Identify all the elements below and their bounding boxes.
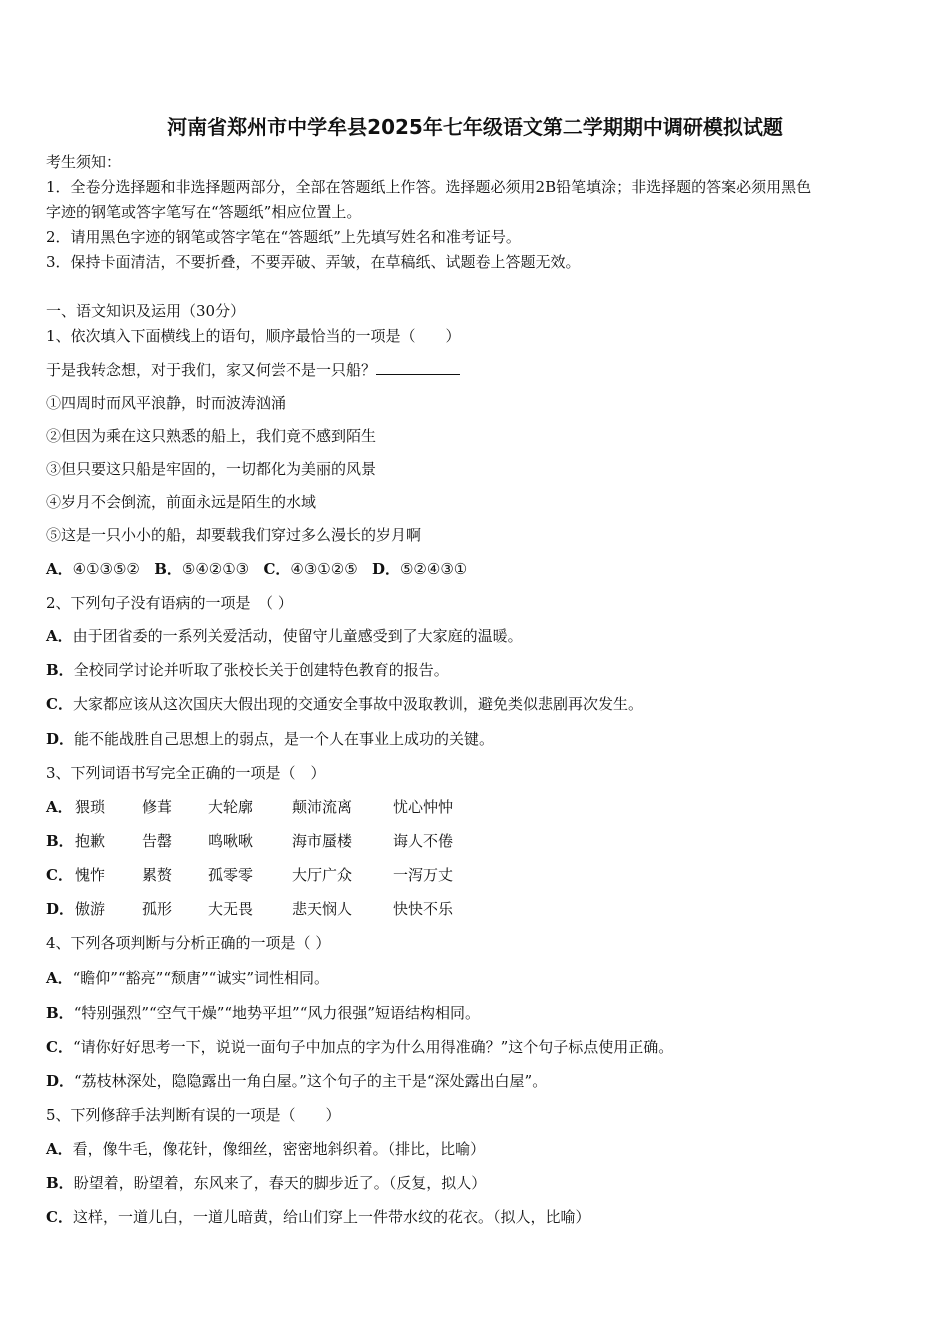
q1-sentence <box>46 360 460 380</box>
q2-option-d <box>46 729 494 749</box>
notice-heading: 考生须知： <box>46 153 122 171</box>
page-title: 河南省郑州市中学牟县2025年七年级语文第二学期期中调研模拟试题 <box>167 115 783 139</box>
q1-stem: 1、依次填入下面横线上的语句，顺序最恰当的一项是（ ） <box>46 327 461 345</box>
notice-item-2: 2．请用黑色字迹的钢笔或答字笔在“答题纸”上先填写姓名和准考证号。 <box>46 228 521 246</box>
q3-row-label: A． <box>46 798 73 816</box>
q1-options <box>46 559 467 579</box>
q3-word: 孤形 <box>142 900 173 918</box>
q3-word: 忧心忡忡 <box>393 798 454 816</box>
q3-word: 累赘 <box>142 866 173 884</box>
q3-word: 一泻万丈 <box>393 866 454 884</box>
q5-option-c <box>46 1207 590 1227</box>
q1-statement-1: ①四周时而风平浪静，时而波涛汹涌 <box>46 394 287 412</box>
notice-item-1-cont: 字迹的钢笔或答字笔写在“答题纸”相应位置上。 <box>46 203 362 221</box>
q1-option-a-label: A． <box>46 560 73 578</box>
q2-option-a-label: A． <box>46 627 73 645</box>
q5-option-c-label: C． <box>46 1208 73 1226</box>
q5-option-b-label: B． <box>46 1174 74 1192</box>
q4-option-d-label: D． <box>46 1072 75 1090</box>
q5-option-b <box>46 1173 486 1193</box>
q5-option-a <box>46 1139 485 1159</box>
q1-option-b: ⑤④②①③ <box>181 560 250 578</box>
q3-word: 大轮廓 <box>208 798 254 816</box>
q1-statement-2: ②但因为乘在这只熟悉的船上，我们竟不感到陌生 <box>46 427 377 445</box>
notice-item-3: 3．保持卡面清洁，不要折叠，不要弄破、弄皱，在草稿纸、试题卷上答题无效。 <box>46 253 581 271</box>
q1-statement-3: ③但只要这只船是牢固的，一切都化为美丽的风景 <box>46 460 377 478</box>
q1-option-c: ④③①②⑤ <box>290 560 358 578</box>
q1-option-c-label: C． <box>263 560 291 578</box>
q3-word: 海市蜃楼 <box>292 832 353 850</box>
q4-option-b-label: B． <box>46 1004 74 1022</box>
q4-option-a-text: “瞻仰”“豁亮”“颓唐”“诚实”词性相同。 <box>72 969 329 987</box>
q2-option-c <box>46 694 643 714</box>
q3-word: 颠沛流离 <box>292 798 353 816</box>
q5-option-b-text: 盼望着，盼望着，东风来了，春天的脚步近了。（反复，拟人） <box>73 1174 487 1192</box>
q1-option-a: ④①③⑤② <box>72 560 140 578</box>
section-heading: 一、语文知识及运用（30分） <box>46 302 246 320</box>
q3-word: 快快不乐 <box>393 900 454 918</box>
q3-row-label: C． <box>46 866 73 884</box>
q3-word: 诲人不倦 <box>393 832 454 850</box>
q4-option-b-text: “特别强烈”“空气干燥”“地势平坦”“风力很强”短语结构相同。 <box>73 1004 481 1022</box>
q3-word: 愧怍 <box>75 866 106 884</box>
q2-stem: 2、下列句子没有语病的一项是 （ ） <box>46 594 293 612</box>
q2-option-c-text: 大家都应该从这次国庆大假出现的交通安全事故中汲取教训，避免类似悲剧再次发生。 <box>72 695 643 713</box>
q4-option-b <box>46 1003 480 1023</box>
q2-option-b-label: B． <box>46 661 74 679</box>
q4-stem: 4、下列各项判断与分析正确的一项是（ ） <box>46 934 331 952</box>
q4-option-d <box>46 1071 547 1091</box>
q3-stem: 3、下列词语书写完全正确的一项是（ ） <box>46 764 326 782</box>
q1-option-b-label: B． <box>154 560 182 578</box>
q3-row-label: B． <box>46 832 74 850</box>
q3-word: 孤零零 <box>208 866 254 884</box>
q2-option-d-text: 能不能战胜自己思想上的弱点，是一个人在事业上成功的关键。 <box>74 730 495 748</box>
q5-option-c-text: 这样，一道儿白，一道儿暗黄，给山们穿上一件带水纹的花衣。（拟人，比喻） <box>72 1208 591 1226</box>
q3-word: 抱歉 <box>75 832 106 850</box>
q2-option-b-text: 全校同学讨论并听取了张校长关于创建特色教育的报告。 <box>73 661 449 679</box>
q3-word: 悲天悯人 <box>292 900 353 918</box>
q3-word: 猥琐 <box>75 798 106 816</box>
q4-option-c-label: C． <box>46 1038 73 1056</box>
q1-blank <box>376 360 460 375</box>
q4-option-a <box>46 968 329 988</box>
q2-option-a-text: 由于团省委的一系列关爱活动，使留守儿童感受到了大家庭的温暖。 <box>72 627 523 645</box>
q1-statement-4: ④岁月不会倒流，前面永远是陌生的水域 <box>46 493 317 511</box>
q2-option-c-label: C． <box>46 695 73 713</box>
q1-statement-5: ⑤这是一只小小的船，却要载我们穿过多么漫长的岁月啊 <box>46 526 422 544</box>
q2-option-a <box>46 626 523 646</box>
q3-word: 修葺 <box>142 798 173 816</box>
q3-word: 大厅广众 <box>292 866 353 884</box>
q5-stem: 5、下列修辞手法判断有误的一项是（ ） <box>46 1106 341 1124</box>
q4-option-c-text: “请你好好思考一下，说说一面句子中加点的字为什么用得准确？”这个句子标点使用正确。 <box>72 1038 674 1056</box>
q4-option-c <box>46 1037 673 1057</box>
q1-option-d-label: D． <box>371 560 400 578</box>
q5-option-a-text: 看，像牛毛，像花针，像细丝，密密地斜织着。（排比，比喻） <box>72 1140 486 1158</box>
q3-word: 傲游 <box>75 900 106 918</box>
q1-option-d: ⑤②④③① <box>399 560 468 578</box>
q3-word: 鸣啾啾 <box>208 832 254 850</box>
q3-row-label: D． <box>46 900 75 918</box>
q4-option-d-text: “荔枝林深处，隐隐露出一角白屋。”这个句子的主干是“深处露出白屋”。 <box>74 1072 548 1090</box>
q3-word: 大无畏 <box>208 900 254 918</box>
notice-item-1: 1．全卷分选择题和非选择题两部分，全部在答题纸上作答。选择题必须用2B铅笔填涂；非选择题的答案必须用黑色 <box>46 178 812 196</box>
q4-option-a-label: A． <box>46 969 73 987</box>
q3-word: 告罄 <box>142 832 173 850</box>
q2-option-b <box>46 660 449 680</box>
q2-option-d-label: D． <box>46 730 75 748</box>
q5-option-a-label: A． <box>46 1140 73 1158</box>
q1-sentence-text: 于是我转念想，对于我们，家又何尝不是一只船？ <box>46 361 377 379</box>
